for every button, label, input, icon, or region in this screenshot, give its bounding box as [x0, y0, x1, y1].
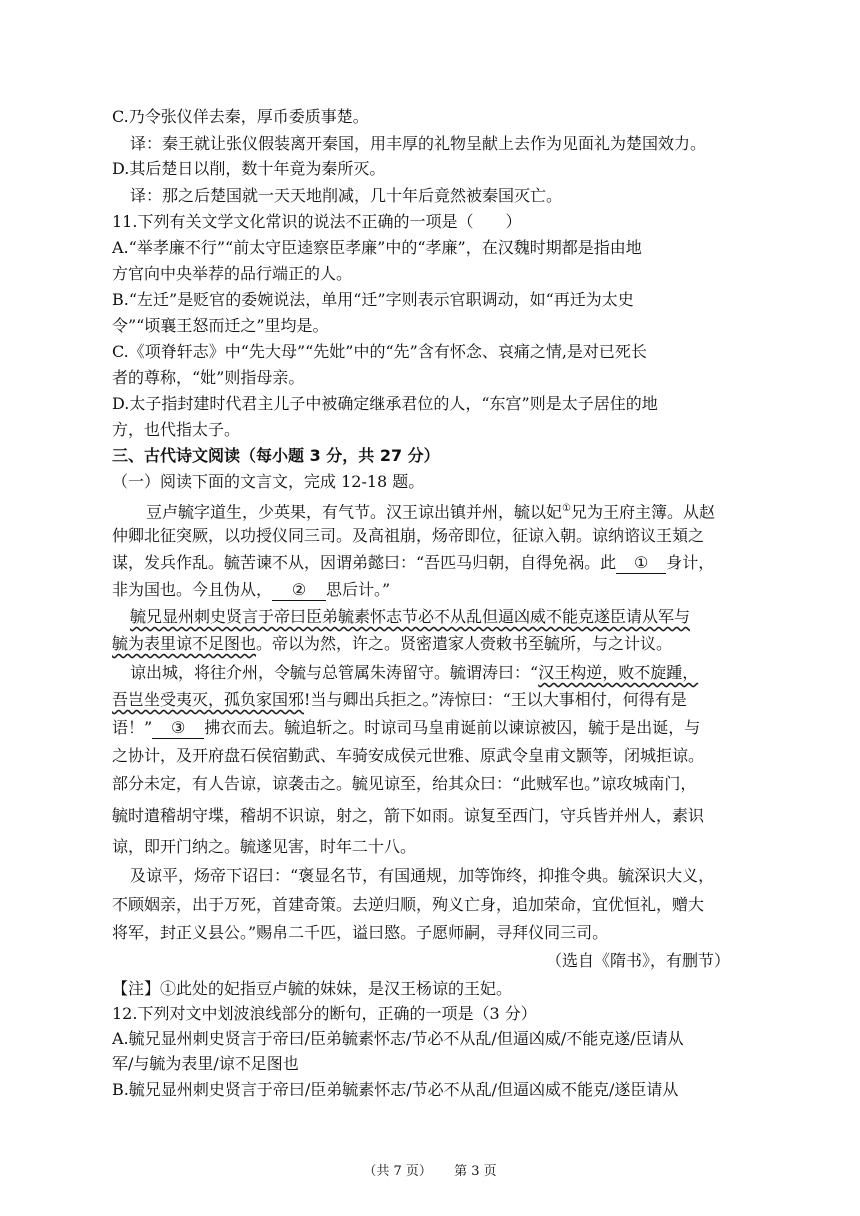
blank-3: ③ [152, 718, 204, 739]
passage-line [112, 634, 672, 654]
passage-text: 谅出城，将往介州，令毓与总管属朱涛留守。毓谓涛曰：“ [130, 663, 539, 682]
passage-text: 豆卢毓字道生，少英果，有气节。汉王谅出镇并州，毓以妃 [146, 502, 563, 522]
footer-total-pages: （共 7 页） [363, 1164, 432, 1179]
footnote: 【注】①此处的妃指豆卢毓的妹妹，是汉王杨谅的王妃。 [112, 979, 513, 998]
blank-1: ① [616, 553, 666, 574]
q12-option-b: B.毓兄显州刺史贤言于帝曰/臣弟毓素怀志/节必不从乱/但逼凶威不能克/遂臣请从 [112, 1080, 679, 1099]
q11-option-a-cont: 方官向中央举荐的品行端正的人。 [112, 264, 353, 283]
passage-line: 部分未定，有人告谅，谅袭击之。毓见谅至，绐其众曰：“此贼军也。”谅攻城南门， [112, 774, 697, 793]
passage-line [112, 718, 700, 739]
passage-source: （选自《隋书》，有删节） [546, 951, 731, 970]
q12-option-a: A.毓兄显州刺史贤言于帝曰/臣弟毓素怀志/节必不从乱/但逼凶威/不能克遂/臣请从 [112, 1029, 684, 1048]
passage-line: 仲卿北征突厥，以功授仪同三司。及高祖崩，炀帝即位，征谅入朝。谅纳谘议王頍之 [112, 526, 705, 545]
passage-line: 及谅平，炀帝下诏曰：“褒显名节，有国通规，加等饰终，抑推令典。毓深识大义， [130, 866, 715, 885]
passage-text: 语！” [112, 718, 153, 737]
passage-text: 拂衣而去。毓追斩之。时谅司马皇甫诞前以谏谅被囚，毓于是出诞，与 [204, 718, 701, 737]
passage-line: 之协计，及开府盘石侯宿勤武、车骑安成侯元世雅、原武令皇甫文颢等，闭城拒谅。 [112, 746, 705, 765]
q11-option-c-cont: 者的尊称，“妣”则指母亲。 [112, 368, 305, 387]
passage-line [146, 499, 715, 522]
passage-text: 兄为王府主簿。从赵 [570, 502, 715, 522]
q11-stem: 11.下列有关文学文化常识的说法不正确的一项是（ ） [112, 212, 522, 231]
q10-option-d-translation: 译：那之后楚国就一天天地削减，几十年后竟然被秦国灭亡。 [130, 186, 563, 205]
q11-option-b: B.“左迁”是贬官的委婉说法，单用“迁”字则表示官职调动，如“再迁为太史 [112, 290, 634, 309]
passage-text: 思后计。” [326, 580, 391, 599]
passage-line: 将军，封正义县公。”赐帛二千匹，谥曰愍。子愿师嗣，寻拜仪同三司。 [112, 923, 609, 942]
q10-option-c: C.乃令张仪佯去秦，厚币委质事楚。 [112, 107, 369, 126]
q10-option-c-translation: 译：秦王就让张仪假装离开秦国，用丰厚的礼物呈献上去作为见面礼为楚国效力。 [130, 134, 707, 153]
footnote-marker: ① [562, 503, 571, 514]
passage-line: 不顾姻亲，出于万死，首建奇策。去逆归顺，殉义亡身，追加荣命，宜优恒礼，赠大 [112, 895, 705, 914]
footer-page-number: 第 3 页 [454, 1164, 497, 1179]
passage-text: !当与卿出兵拒之。”涛惊曰：“王以大事相付，何得有是 [304, 690, 687, 709]
q10-option-d: D.其后楚日以削，数十年竟为秦所灭。 [112, 159, 386, 178]
passage-line [112, 553, 714, 574]
passage-line: 毓时遣稽胡守堞，稽胡不识谅，射之，箭下如雨。谅复至西门，守兵皆并州人，素识 [112, 806, 705, 825]
passage-text: 非为国也。今且伪从， [112, 580, 273, 599]
passage-text: 。帝以为然，许之。贤密遣家人赍敕书至毓所，与之计议。 [256, 634, 673, 653]
page-footer [0, 1160, 860, 1179]
passage-line [112, 690, 687, 710]
blank-2: ② [272, 580, 326, 601]
q11-option-d: D.太子指封建时代君主儿子中被确定继承君位的人，“东宫”则是太子居住的地 [112, 394, 658, 413]
passage-line: 谅，即开门纳之。毓遂见害，时年二十八。 [112, 837, 417, 856]
passage-line [112, 580, 390, 601]
section-subheading: （一）阅读下面的文言文，完成 12-18 题。 [112, 472, 425, 491]
passage-line [130, 607, 690, 627]
q11-option-a: A.“举孝廉不行”“前太守臣逵察臣孝廉”中的“孝廉”，在汉魏时期都是指由地 [112, 238, 642, 257]
passage-line [130, 663, 698, 683]
q12-option-a-cont: 军/与毓为表里/谅不足图也 [112, 1054, 299, 1073]
passage-text: 谋，发兵作乱。毓苦谏不从，因谓弟懿曰：“吾匹马归朝，自得免祸。此 [112, 553, 617, 572]
passage-text: 身计， [666, 553, 715, 572]
wavy-underlined-text: 吾岂坐受夷灭，孤负家国邪 [112, 690, 305, 709]
section-heading: 三、古代诗文阅读（每小题 3 分，共 27 分） [112, 446, 440, 465]
q11-option-d-cont: 方，也代指太子。 [112, 420, 241, 439]
wavy-underlined-text: 毓为表里谅不足图也 [112, 634, 257, 653]
q11-option-b-cont: 令”“顷襄王怒而迁之”里均是。 [112, 316, 329, 335]
q12-stem: 12.下列对文中划波浪线部分的断句，正确的一项是（3 分） [112, 1004, 537, 1023]
wavy-underlined-text: 毓兄显州刺史贤言于帝曰臣弟毓素怀志节必不从乱但逼凶威不能克遂臣请从军与 [130, 607, 691, 626]
q11-option-c: C.《项脊轩志》中“先大母”“先妣”中的“先”含有怀念、哀痛之情,是对已死长 [112, 342, 647, 361]
wavy-underlined-text: 汉王构逆，败不旋踵， [538, 663, 699, 682]
